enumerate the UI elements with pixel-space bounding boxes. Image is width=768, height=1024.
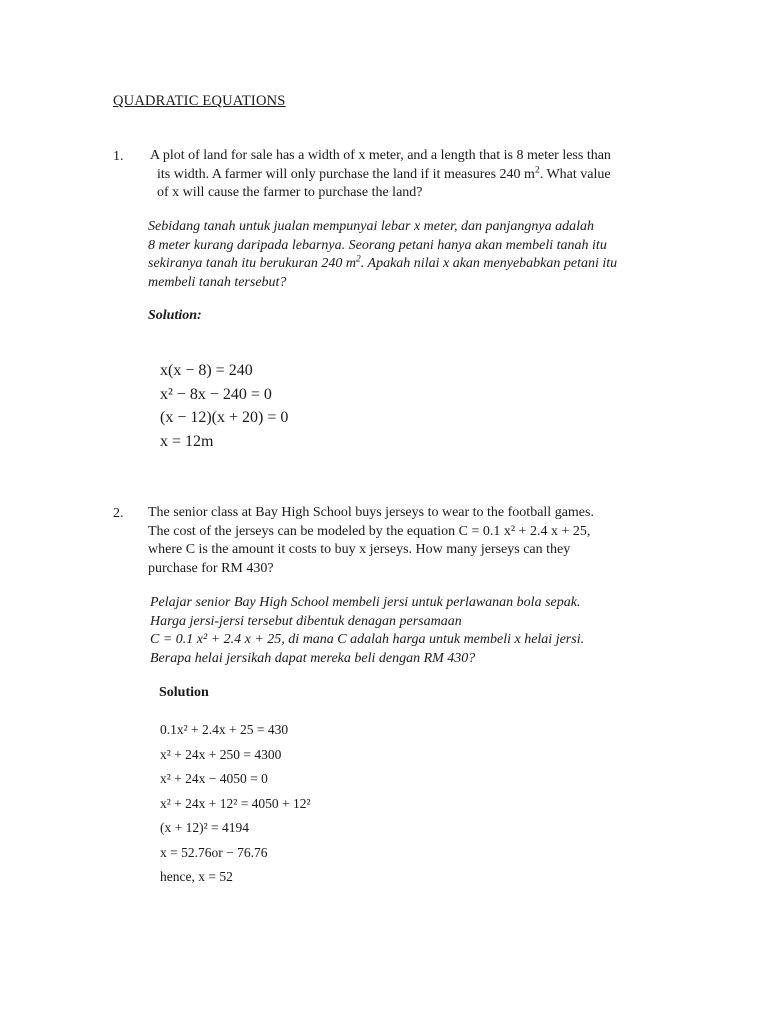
- question-1-solution-steps: [160, 359, 288, 453]
- superscript: 2: [356, 254, 361, 265]
- question-2-malay-line: Harga jersi-jersi tersebut dibentuk denagan persamaan: [150, 613, 462, 629]
- question-2-malay-line: Pelajar senior Bay High School membeli jersi untuk perlawanan bola sepak.: [150, 595, 581, 610]
- question-2-solution-label: Solution: [159, 685, 209, 700]
- question-1-english: [150, 147, 611, 203]
- question-1-malay: [148, 218, 617, 292]
- document-title: QUADRATIC EQUATIONS: [113, 93, 286, 109]
- question-1-english-line: of x will cause the farmer to purchase the land?: [157, 185, 423, 200]
- question-1-english-line: [150, 166, 611, 185]
- question-2-english-line: where C is the amount it costs to buy x jerseys. How many jerseys can they: [148, 542, 571, 557]
- solution-step: x² + 24x + 12² = 4050 + 12²: [160, 795, 311, 811]
- question-2-english: [148, 504, 594, 578]
- question-2-english-line: The senior class at Bay High School buys jerseys to wear to the football games.: [148, 505, 594, 520]
- question-2-english-line: The cost of the jerseys can be modeled by the equation C = 0.1 x² + 2.4 x + 25,: [148, 523, 591, 539]
- question-1-english-text: its width. A farmer will only purchase the land if it measures 240 m: [157, 166, 535, 182]
- solution-step: x = 12m: [160, 432, 214, 450]
- question-1-malay-line: membeli tanah tersebut?: [148, 274, 287, 290]
- solution-step: hence, x = 52: [160, 869, 233, 884]
- question-1-malay-text: sekiranya tanah itu berukuran 240 m: [148, 256, 357, 271]
- question-1-english-text: . What value: [539, 166, 611, 182]
- question-1-malay-text: . Apakah nilai x akan menyebabkan petani itu: [360, 256, 618, 271]
- solution-step: x(x − 8) = 240: [160, 362, 253, 379]
- solution-step: x² − 8x − 240 = 0: [160, 385, 272, 403]
- question-1-solution-label: Solution:: [148, 308, 202, 323]
- question-2-english-line: purchase for RM 430?: [148, 560, 274, 576]
- question-2-solution-steps: [160, 718, 311, 890]
- question-2-malay-line: Berapa helai jersikah dapat mereka beli dengan RM 430?: [150, 650, 476, 666]
- question-2-malay: [150, 594, 584, 668]
- solution-step: x = 52.76or − 76.76: [160, 844, 268, 860]
- solution-step: 0.1x² + 2.4x + 25 = 430: [160, 722, 289, 737]
- solution-step: (x − 12)(x + 20) = 0: [160, 409, 289, 426]
- solution-step: x² + 24x + 250 = 4300: [160, 746, 282, 762]
- superscript: 2: [534, 164, 540, 175]
- solution-step: (x + 12)² = 4194: [160, 820, 250, 835]
- question-1-malay-line: [148, 255, 617, 274]
- question-2-malay-line: C = 0.1 x² + 2.4 x + 25, di mana C adalah harga untuk membeli x helai jersi.: [150, 632, 585, 647]
- solution-step: x² + 24x − 4050 = 0: [160, 771, 268, 786]
- question-2-number: 2.: [113, 506, 124, 521]
- question-1-number: 1.: [113, 149, 124, 164]
- question-1-malay-line: 8 meter kurang daripada lebarnya. Seorang petani hanya akan membeli tanah itu: [148, 237, 607, 253]
- question-1-english-line: A plot of land for sale has a width of x meter, and a length that is 8 meter less than: [150, 148, 611, 163]
- question-1-malay-line: Sebidang tanah untuk jualan mempunyai lebar x meter, dan panjangnya adalah: [148, 219, 594, 234]
